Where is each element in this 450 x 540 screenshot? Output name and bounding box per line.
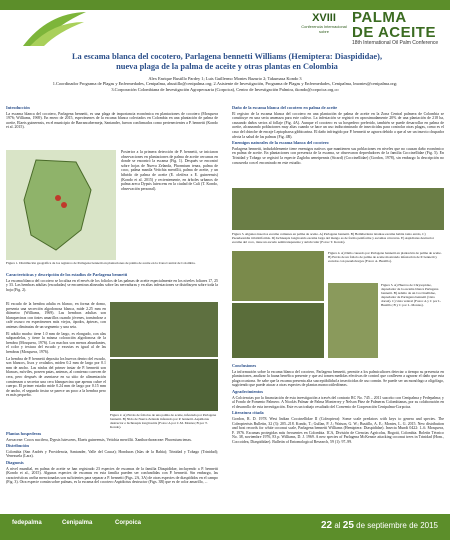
conference-sub: Conferencia Internacional sobre	[301, 24, 347, 34]
date-start: 22	[320, 520, 333, 531]
poster-title: La escama blanca del cocotero, Parlagena bennetti Williams (Hemiptera: Diaspididae), nueva plaga de la palma de aceite y otras plantas en Colombia	[71, 52, 383, 71]
heading-diagnosis: Diagnosis	[6, 459, 24, 465]
date-end: 25	[342, 520, 354, 531]
figure-1-caption: Figura 1. Distribución geográfica de los registros de Parlagena bennetti en plantaciones de palma de aceite en la Zona Central de Colombia.	[6, 261, 196, 265]
characteristics-text-2: El escudo de la hembra adulta es blanco, en forma de domo, presenta una secreción algodonosa blanca, mide 2.25 mm en diámetro (Williams, 1969). Las hembras adultas son blanquecinas con tintes amarillos cuando jóvenes, tornándose a café oscuro en especímenes más viejos, ápodos, ápteras, con antenas diminutas de un segmento y una seta.	[6, 302, 106, 329]
logo-fedepalma: fedepalma	[12, 520, 42, 526]
affiliations: 1.Coordinador Programa de Plagas y Enfermedades, Cenipalma, abustillo@cenipalma.org; 2.Asistente de Investigación, Programa de Plagas y Enfermedades, Cenipalma, lmontes@cenipalma.org; 3.Corporación Colombiana de Investigación Agropecuaria (Corpoica), Centro de Investigación Palmira, tkondo@corpoica.org.co	[52, 81, 398, 92]
figure-4a-photo	[232, 251, 324, 301]
figure-3-caption: Figura 3. Algunos insectos escama comunes en palma de aceite. A) Parlagena bennetti. B) Hemiberlesia lataniae escama habita tanto envés, C) Pseudaonidia trilobitiformis. D) Ischnaspis longirostris escama larga del mango es de forma peniforme y escamas cóncavas. E) Aspidiotus destructor escama del coco, tiene un escudo semitransparente y subcircular (Fotos: T. Kondo).	[232, 232, 435, 244]
map-icon	[6, 150, 116, 260]
distribution-text: Colombia (San Andrés y Providencia, Santander, Valle del Cauca); Honduras (Islas de la Bahía); Trinidad y Tobago (Trinidad); Venezuela (Lara).	[6, 449, 218, 459]
date-connector: al	[334, 521, 341, 530]
intro-continued	[121, 150, 218, 193]
figure-2b-photo	[110, 359, 218, 411]
heading-damage: Daño de la escama blanca del cocotero en palma de aceite	[232, 105, 338, 110]
conference-number: XVIII	[312, 12, 336, 24]
brand-logo	[352, 10, 447, 46]
date-month-year: de septiembre de 2015	[356, 521, 438, 530]
right-column-top	[232, 104, 444, 167]
right-column-bottom	[232, 362, 444, 447]
conference-badge	[300, 12, 348, 34]
figure-4b-photo	[232, 303, 324, 358]
heading-conclusions: Conclusiones	[232, 363, 257, 368]
diagnosis-text: A nivel mundial, en palma de aceite se han registrado 23 especies de escamas de la familia Diaspididae, incluyendo a P. bennetti (Kondo et al., 2015). Algunas especies de escamas en esta familia pueden ser confundidas con P. bennetti. Sin embargo, las características arriba mencionadas son suficientes para separar a P. bennetti (Figs. 2A, 3A) de otras especies de diaspídidos en el campo (Fig. 3). Otra especie común sobre palmas, es la escama del cocotero Aspidiotus destructor (Figs. 3B) que es de color amarillo, ...	[6, 466, 218, 485]
left-column-top	[6, 104, 218, 132]
intro-text-2: Posterior a la primera detección de P. bennetti, se iniciaron observaciones en plantaciones de palma de aceite cercanas en donde se encontró la escama (Fig. 1). Después se encontró sobre hojas de Nueva Zelanda, Phormium tenax, palma de coco, palma manila Veitchia merrillii, palma de aceite, y un híbrido de palma de aceite (E. oleifera x E. guineensis) (Kondo et al. 2015) y recientemente, en árboles urbanos de palma areca Dypsis lutescens en la ciudad de Cali (T. Kondo, observación personal).	[121, 150, 218, 191]
logo-corpoica: Corpoica	[115, 520, 142, 526]
heading-acknowledgements: Agradecimientos	[232, 388, 264, 394]
brand-line1: PALMA	[352, 9, 407, 26]
characteristics-text-4: La hembra de P. bennetti deposita los huevos dentro del escudo, son blancos, lisos y ovalados, miden 0.2 mm de largo por 0.1 mm de ancho. Las ninfas del primer ínstar de P. bennetti son blancas, móviles, poseen patas, antenas, al comienzo carecen de cera, pero después de asentarse en su sitio de alimentación comienzan a secretar una cera blanquecina que apenas cubre el cuerpo. El primer estadio mide 0.24 mm de largo por 0.15 mm de ancho, el segundo ínstar se parece un poco a la hembra pero es más pequeño.	[6, 356, 106, 398]
figure-5-caption: Figura 5. A) Huevos de Chrysopidae, depredador de la escama blanca Parlagena bennetti. B) Adulto de un Coccinellidae, depredador de Parlagena bennetti (vista dorsal). C) vista ventral (Fotos: A y C por L. Bustillo; B y C por L. Montes).	[381, 283, 442, 307]
characteristics-section	[6, 271, 218, 294]
event-date	[321, 520, 438, 531]
brand-sub: 18th International Oil Palm Conference	[352, 40, 439, 46]
poster-header	[0, 0, 450, 52]
brand-line2: DE ACEITE	[352, 24, 436, 41]
enemies-text: Parlagena bennetti, indudablemente tiene enemigos nativos que mantienen sus poblaciones en niveles que no causan daño económico en palma de aceite. En plantaciones con presencia de la escama, se observaron depredadores de la familia Coccinellidae (Fig. 5). En Trinidad y Tobago se registró la especie Zagloba aeneipennis (Sicard) (Coccinellidae) (Gordon, 1978), sin embargo la descripción no concuerda con el encontrado en este estudio.	[232, 146, 444, 165]
characteristics-left	[6, 302, 106, 400]
characteristics-text-3: El adulto macho tiene 1.0 mm de largo, es elongado, con alas subparalelas, y tiene la misma coloración algodonosa de la hembra (Mosquera, 1976). Los machos son menos abundantes, el color y textura del escudo y exuvias es igual al de las hembras (Mosquera, 1976).	[6, 331, 106, 354]
heading-references: Literatura citada	[232, 410, 264, 416]
heading-enemies: Enemigos naturales de la escama blanca del cocotero	[232, 140, 329, 146]
figure-5-photos	[328, 283, 378, 358]
author-block	[40, 76, 410, 92]
left-column-bottom	[6, 430, 218, 487]
heading-intro: Introducción	[6, 105, 30, 110]
heading-distribution: Distribución	[6, 443, 29, 449]
damage-text: El registro de la escama blanca del cocotero en una plantación de palma de aceite en la Zona Central palmera de Colombia se constituye en una seria amenaza para este cultivo. La infestación se registró en aproximadamente 20% de una plantación de 218 ha, causando daños serios al follaje (Fig. 4A). Aunque el cocotero es su hospedero preferido, también se puede desarrollar en palma de aceite, alcanzando poblaciones muy altas cuando se hace un uso indiscriminado de insecticidas para controlar otras plagas, como es el caso del chinche de encaje Leptopharsa gibbicarina. El daño infringido por P. bennetti se agrava debido a que al ser un insecto chupador afecta la salud de las palmas (Fig. 4B).	[232, 111, 444, 139]
figure-4-caption: Figura 4. A) Daño causado por Parlagena bennetti en plantación de palma de aceite. B) Envés de un foliolo de palma de aceite mostrando infestación de P. bennetti y escudos con pseudoborges (Fotos: A. Bustillo).	[328, 251, 442, 263]
logo-cenipalma: Cenipalma	[62, 520, 93, 526]
figure-2a-photo	[110, 302, 218, 357]
author-list: Alex Enrique Bustillo Pardey 1; Luis Guillermo Montes Bazurto 2; Takumasa Kondo 3	[148, 76, 302, 81]
characteristics-text: La escama blanca del cocotero se localiza en el envés de los foliolos de las palmas de aceite especialmente en los niveles foliares 17, 25 y 33. Las hembras adultas (escudadas) se encuentran alineadas sobre las nervaduras y en altas infestaciones se distribuyen sobre toda la hoja (Fig. 2).	[6, 278, 218, 292]
hosts-text: Arecaceae: Cocos nucifera, Dypsis lutescens, Elaeis guineensis, Veitchia merrillii. Xanthorrhoeaceae: Phormium tenax.	[6, 437, 192, 442]
figure-3-photos	[232, 188, 444, 230]
acknowledgements-text: A Colciencias por la financiación de esta investigación a través del contrato RC No. 745 – 2011 suscrito con Cenipalma y Fedepalma; y al Fondo de Fomento Palmero. A Nicolás Palmar de Palma Monterrey y Nelson Páez de Palmeras Colombianas, por su colaboración en el desarrollo de esta investigación. Este es un trabajo resultado del Convenio de Cooperación Cenipalma-Corpoica.	[232, 395, 444, 409]
figure-2-caption: Figura 2. A) Envés de foliolos de una palma de aceite, infestada por Parlagena bennetti. B) Nido de Nueva Zelanda infestado por P. bennetti. Aspidiotus destructor e Ischnaspis longirostris (Fotos: A por C.M. Montes; B por T. Kondo).	[110, 413, 217, 429]
heading-hosts: Plantas hospederas	[6, 431, 42, 436]
figure-1-map	[6, 150, 116, 260]
conclusions-text: La información sobre la escama blanca del cocotero, Parlagena bennetti, permite a los palmicultores detectar a tiempo su presencia en plantaciones, analizar la fauna benéfica presente y que así tomen medidas efectivas de control que conlleven a agravar el daño que esta plaga ocasiona. Se sabe que la escama presenta alta susceptibilidad a insecticidas de uso común. Se puede ser un monófago a oligófago, sugiriendo que puede atacar a otras especies de plantas monocotiledóneas.	[232, 369, 444, 388]
heading-characteristics: Características y descripción de los estadios de Parlagena bennetti	[6, 272, 128, 277]
intro-text: La escama blanca del cocotero, Parlagena bennetti, es una plaga de importancia económica en plantaciones de cocotero (Mosquera 1976; Williams, 1969). En enero de 2015, especímenes de la escama blanca colectados en Colombia en una plantación de palma de aceite, Elaeis guineensis, en el municipio de Barrancabermeja, Santander, fueron confirmados como pertenecientes a P. bennetti (Kondo et al. 2015).	[6, 111, 218, 130]
palm-leaf-icon	[18, 8, 88, 48]
references-text: Gordon, R. D. 1978. West Indian Coccinellidae II (Coleoptera): Some scale predators with keys to genera and species. The Coleopterists Bulletin, 32 (3): 205–218. Kondo, T.; Gullan, P. J.; Watson, G. W.; Bustillo, A. E.; Montes, L. G. 2015. New distribution and host records for white coconut scale, Parlagena bennetti Williams (Hemiptera: Diaspididae). Insecta Mundi 0422: 1–6. Mosquera, F. 1976. Escamas protegidas más frecuentes en Colombia. ICA, División de Ciencias Agrícolas, Bogotá, Colombia. Boletín Técnico No. 38, noviembre 1976, 83 p. Williams, D. J. 1969. A new species of Parlagena McKenzie attacking coconut trees in Trinidad (Hom., Coccoidea, Diaspididae). Bulletin of Entomological Research, 59 (1): 97–99.	[232, 416, 444, 444]
